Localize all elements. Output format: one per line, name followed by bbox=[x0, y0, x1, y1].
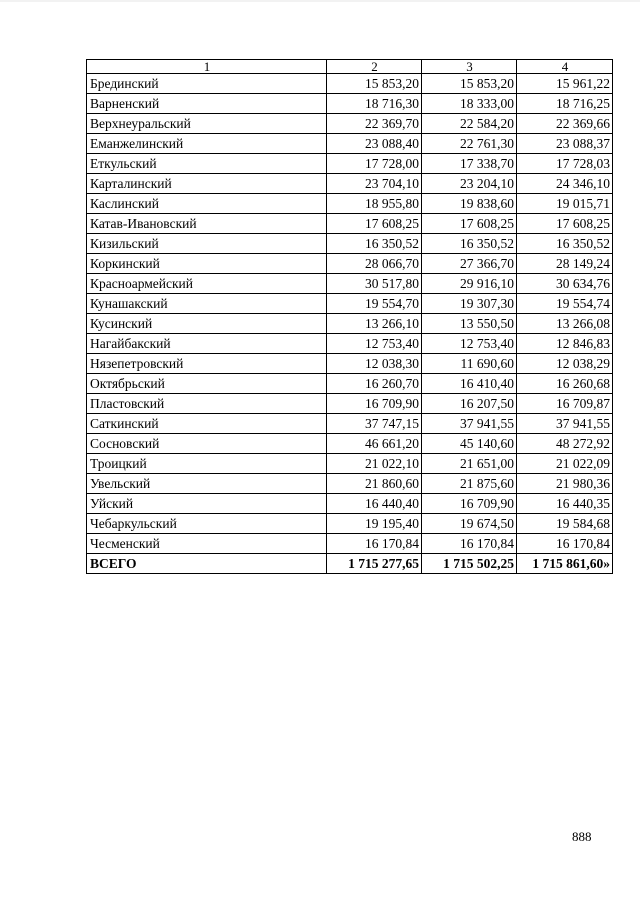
data-table bbox=[86, 59, 613, 574]
district-name: Каслинский bbox=[87, 194, 327, 214]
value-col3: 27 366,70 bbox=[422, 254, 517, 274]
value-col4: 24 346,10 bbox=[517, 174, 613, 194]
value-col3: 16 709,90 bbox=[422, 494, 517, 514]
value-col2: 12 038,30 bbox=[327, 354, 422, 374]
value-col3: 16 207,50 bbox=[422, 394, 517, 414]
value-col4: 21 022,09 bbox=[517, 454, 613, 474]
value-col3: 16 410,40 bbox=[422, 374, 517, 394]
value-col3: 21 875,60 bbox=[422, 474, 517, 494]
value-col2: 15 853,20 bbox=[327, 74, 422, 94]
column-header-2: 2 bbox=[327, 60, 422, 74]
total-value-col4: 1 715 861,60» bbox=[517, 554, 613, 574]
value-col2: 18 955,80 bbox=[327, 194, 422, 214]
district-name: Уйский bbox=[87, 494, 327, 514]
value-col2: 22 369,70 bbox=[327, 114, 422, 134]
value-col3: 17 608,25 bbox=[422, 214, 517, 234]
district-name: Кунашакский bbox=[87, 294, 327, 314]
district-name: Октябрьский bbox=[87, 374, 327, 394]
district-name: Брединский bbox=[87, 74, 327, 94]
value-col3: 17 338,70 bbox=[422, 154, 517, 174]
district-name: Коркинский bbox=[87, 254, 327, 274]
district-name: Увельский bbox=[87, 474, 327, 494]
value-col2: 16 170,84 bbox=[327, 534, 422, 554]
table-row bbox=[87, 234, 613, 254]
district-name: Чебаркульский bbox=[87, 514, 327, 534]
value-col4: 30 634,76 bbox=[517, 274, 613, 294]
table-row bbox=[87, 434, 613, 454]
value-col2: 21 022,10 bbox=[327, 454, 422, 474]
value-col2: 17 608,25 bbox=[327, 214, 422, 234]
table-row bbox=[87, 494, 613, 514]
district-name: Нязепетровский bbox=[87, 354, 327, 374]
value-col3: 13 550,50 bbox=[422, 314, 517, 334]
value-col3: 22 761,30 bbox=[422, 134, 517, 154]
value-col4: 19 554,74 bbox=[517, 294, 613, 314]
table-row bbox=[87, 514, 613, 534]
column-header-1: 1 bbox=[87, 60, 327, 74]
value-col4: 22 369,66 bbox=[517, 114, 613, 134]
table-row bbox=[87, 394, 613, 414]
table-row bbox=[87, 214, 613, 234]
total-value-col2: 1 715 277,65 bbox=[327, 554, 422, 574]
table-row bbox=[87, 354, 613, 374]
header-row bbox=[87, 60, 613, 74]
value-col4: 19 584,68 bbox=[517, 514, 613, 534]
value-col3: 18 333,00 bbox=[422, 94, 517, 114]
scan-edge bbox=[0, 0, 640, 2]
value-col4: 21 980,36 bbox=[517, 474, 613, 494]
district-name: Чесменский bbox=[87, 534, 327, 554]
value-col4: 48 272,92 bbox=[517, 434, 613, 454]
value-col3: 37 941,55 bbox=[422, 414, 517, 434]
district-name: Пластовский bbox=[87, 394, 327, 414]
value-col4: 12 846,83 bbox=[517, 334, 613, 354]
district-name: Карталинский bbox=[87, 174, 327, 194]
value-col2: 21 860,60 bbox=[327, 474, 422, 494]
table-row bbox=[87, 294, 613, 314]
value-col3: 15 853,20 bbox=[422, 74, 517, 94]
value-col3: 12 753,40 bbox=[422, 334, 517, 354]
table-row bbox=[87, 134, 613, 154]
value-col2: 28 066,70 bbox=[327, 254, 422, 274]
value-col2: 16 350,52 bbox=[327, 234, 422, 254]
district-name: Троицкий bbox=[87, 454, 327, 474]
district-name: Еткульский bbox=[87, 154, 327, 174]
total-row bbox=[87, 554, 613, 574]
value-col2: 18 716,30 bbox=[327, 94, 422, 114]
table-row bbox=[87, 274, 613, 294]
page-number: 888 bbox=[572, 829, 592, 844]
value-col3: 45 140,60 bbox=[422, 434, 517, 454]
district-name: Саткинский bbox=[87, 414, 327, 434]
value-col2: 17 728,00 bbox=[327, 154, 422, 174]
value-col2: 12 753,40 bbox=[327, 334, 422, 354]
value-col2: 19 554,70 bbox=[327, 294, 422, 314]
value-col3: 16 170,84 bbox=[422, 534, 517, 554]
value-col2: 30 517,80 bbox=[327, 274, 422, 294]
table-row bbox=[87, 74, 613, 94]
value-col2: 46 661,20 bbox=[327, 434, 422, 454]
value-col4: 16 260,68 bbox=[517, 374, 613, 394]
value-col3: 19 307,30 bbox=[422, 294, 517, 314]
district-name: Верхнеуральский bbox=[87, 114, 327, 134]
table-row bbox=[87, 174, 613, 194]
district-name: Красноармейский bbox=[87, 274, 327, 294]
column-header-3: 3 bbox=[422, 60, 517, 74]
table-row bbox=[87, 334, 613, 354]
value-col2: 13 266,10 bbox=[327, 314, 422, 334]
value-col4: 19 015,71 bbox=[517, 194, 613, 214]
value-col3: 16 350,52 bbox=[422, 234, 517, 254]
table-row bbox=[87, 114, 613, 134]
value-col4: 16 170,84 bbox=[517, 534, 613, 554]
value-col3: 11 690,60 bbox=[422, 354, 517, 374]
table-row bbox=[87, 474, 613, 494]
value-col2: 19 195,40 bbox=[327, 514, 422, 534]
value-col4: 16 350,52 bbox=[517, 234, 613, 254]
value-col4: 15 961,22 bbox=[517, 74, 613, 94]
value-col3: 29 916,10 bbox=[422, 274, 517, 294]
value-col2: 37 747,15 bbox=[327, 414, 422, 434]
value-col2: 16 709,90 bbox=[327, 394, 422, 414]
value-col4: 18 716,25 bbox=[517, 94, 613, 114]
value-col2: 16 440,40 bbox=[327, 494, 422, 514]
value-col4: 12 038,29 bbox=[517, 354, 613, 374]
value-col4: 16 709,87 bbox=[517, 394, 613, 414]
district-name: Еманжелинский bbox=[87, 134, 327, 154]
table-row bbox=[87, 154, 613, 174]
table-row bbox=[87, 534, 613, 554]
district-name: Сосновский bbox=[87, 434, 327, 454]
table-row bbox=[87, 254, 613, 274]
value-col4: 17 728,03 bbox=[517, 154, 613, 174]
value-col2: 23 704,10 bbox=[327, 174, 422, 194]
district-name: Варненский bbox=[87, 94, 327, 114]
table-body bbox=[87, 74, 613, 554]
value-col3: 22 584,20 bbox=[422, 114, 517, 134]
value-col3: 21 651,00 bbox=[422, 454, 517, 474]
value-col4: 37 941,55 bbox=[517, 414, 613, 434]
district-name: Катав-Ивановский bbox=[87, 214, 327, 234]
district-name: Кизильский bbox=[87, 234, 327, 254]
value-col4: 16 440,35 bbox=[517, 494, 613, 514]
value-col2: 23 088,40 bbox=[327, 134, 422, 154]
table-row bbox=[87, 194, 613, 214]
table-row bbox=[87, 454, 613, 474]
table-row bbox=[87, 374, 613, 394]
table-row bbox=[87, 414, 613, 434]
value-col3: 23 204,10 bbox=[422, 174, 517, 194]
total-value-col3: 1 715 502,25 bbox=[422, 554, 517, 574]
table-row bbox=[87, 94, 613, 114]
value-col4: 17 608,25 bbox=[517, 214, 613, 234]
value-col3: 19 838,60 bbox=[422, 194, 517, 214]
table-row bbox=[87, 314, 613, 334]
column-header-4: 4 bbox=[517, 60, 613, 74]
value-col3: 19 674,50 bbox=[422, 514, 517, 534]
value-col4: 13 266,08 bbox=[517, 314, 613, 334]
district-name: Кусинский bbox=[87, 314, 327, 334]
total-label: ВСЕГО bbox=[87, 554, 327, 574]
value-col2: 16 260,70 bbox=[327, 374, 422, 394]
value-col4: 28 149,24 bbox=[517, 254, 613, 274]
district-name: Нагайбакский bbox=[87, 334, 327, 354]
value-col4: 23 088,37 bbox=[517, 134, 613, 154]
data-table-container bbox=[86, 59, 612, 574]
